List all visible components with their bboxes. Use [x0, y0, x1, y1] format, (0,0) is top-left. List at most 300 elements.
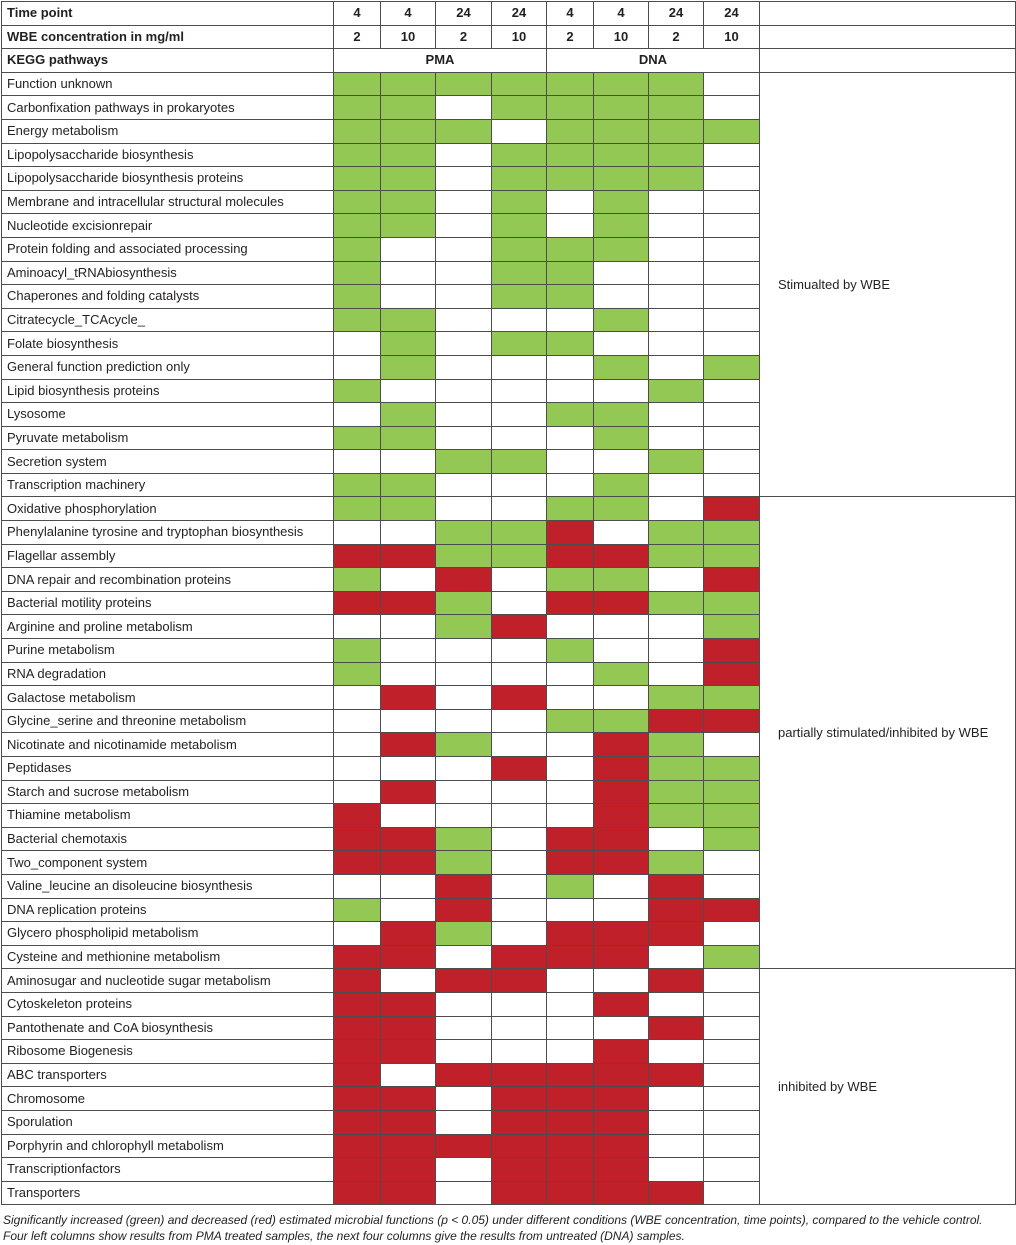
- heatmap-cell-neutral: [547, 1040, 594, 1064]
- table-row: [2, 969, 1016, 993]
- heatmap-cell-decreased: [436, 568, 492, 592]
- heatmap-cell-decreased: [547, 1087, 594, 1111]
- heatmap-cell-neutral: [547, 969, 594, 993]
- heatmap-cell-increased: [649, 379, 704, 403]
- heatmap-cell-neutral: [594, 686, 649, 710]
- heatmap-cell-decreased: [334, 1134, 381, 1158]
- heatmap-cell-neutral: [492, 497, 547, 521]
- pathway-name: Purine metabolism: [2, 639, 334, 663]
- heatmap-cell-decreased: [334, 804, 381, 828]
- heatmap-cell-neutral: [547, 662, 594, 686]
- pathway-name: Energy metabolism: [2, 119, 334, 143]
- heatmap-cell-decreased: [334, 1110, 381, 1134]
- heatmap-cell-neutral: [704, 379, 760, 403]
- heatmap-cell-increased: [381, 167, 436, 191]
- heatmap-cell-increased: [436, 851, 492, 875]
- heatmap-cell-neutral: [436, 143, 492, 167]
- table-body: [2, 2, 1016, 1205]
- heatmap-cell-decreased: [704, 898, 760, 922]
- header-row-pathways: [2, 49, 1016, 73]
- heatmap-cell-decreased: [704, 639, 760, 663]
- heatmap-cell-increased: [381, 308, 436, 332]
- pathway-name: Protein folding and associated processing: [2, 237, 334, 261]
- concentration-cell: 10: [704, 25, 760, 49]
- heatmap-cell-increased: [547, 261, 594, 285]
- heatmap-cell-increased: [649, 119, 704, 143]
- table-caption: [3, 1212, 1013, 1244]
- heatmap-cell-decreased: [381, 544, 436, 568]
- heatmap-cell-increased: [649, 780, 704, 804]
- heatmap-cell-decreased: [381, 945, 436, 969]
- heatmap-cell-neutral: [649, 568, 704, 592]
- heatmap-cell-increased: [436, 922, 492, 946]
- heatmap-cell-increased: [649, 521, 704, 545]
- heatmap-cell-neutral: [547, 426, 594, 450]
- heatmap-cell-neutral: [436, 332, 492, 356]
- heatmap-cell-decreased: [594, 922, 649, 946]
- heatmap-cell-increased: [594, 143, 649, 167]
- heatmap-cell-increased: [547, 237, 594, 261]
- heatmap-cell-neutral: [594, 639, 649, 663]
- heatmap-cell-neutral: [381, 379, 436, 403]
- heatmap-cell-neutral: [649, 285, 704, 309]
- heatmap-cell-increased: [381, 355, 436, 379]
- pathway-name: Sporulation: [2, 1110, 334, 1134]
- pathway-name: Pyruvate metabolism: [2, 426, 334, 450]
- heatmap-cell-decreased: [547, 1110, 594, 1134]
- heatmap-cell-neutral: [492, 591, 547, 615]
- pathway-name: Citratecycle_TCAcycle_: [2, 308, 334, 332]
- heatmap-cell-increased: [381, 403, 436, 427]
- pathway-name: Transcription machinery: [2, 473, 334, 497]
- heatmap-cell-increased: [547, 96, 594, 120]
- heatmap-cell-neutral: [649, 190, 704, 214]
- heatmap-cell-decreased: [547, 827, 594, 851]
- heatmap-cell-increased: [381, 332, 436, 356]
- time-point-cell: 4: [381, 2, 436, 26]
- heatmap-cell-neutral: [436, 945, 492, 969]
- heatmap-cell-increased: [594, 72, 649, 96]
- heatmap-cell-increased: [492, 450, 547, 474]
- heatmap-cell-increased: [492, 521, 547, 545]
- time-point-label: Time point: [2, 2, 334, 26]
- heatmap-cell-decreased: [649, 1016, 704, 1040]
- pathway-name: Transcriptionfactors: [2, 1158, 334, 1182]
- heatmap-cell-increased: [334, 214, 381, 238]
- heatmap-cell-decreased: [334, 1040, 381, 1064]
- heatmap-cell-increased: [704, 119, 760, 143]
- heatmap-cell-neutral: [492, 379, 547, 403]
- heatmap-cell-neutral: [649, 237, 704, 261]
- heatmap-cell-increased: [334, 285, 381, 309]
- heatmap-cell-decreased: [381, 922, 436, 946]
- heatmap-cell-neutral: [649, 332, 704, 356]
- pathway-name: Oxidative phosphorylation: [2, 497, 334, 521]
- heatmap-cell-increased: [594, 167, 649, 191]
- heatmap-cell-neutral: [547, 1016, 594, 1040]
- heatmap-cell-decreased: [704, 497, 760, 521]
- heatmap-cell-neutral: [594, 898, 649, 922]
- heatmap-cell-decreased: [547, 945, 594, 969]
- heatmap-cell-increased: [492, 143, 547, 167]
- heatmap-cell-increased: [436, 591, 492, 615]
- heatmap-cell-increased: [704, 945, 760, 969]
- heatmap-cell-neutral: [704, 426, 760, 450]
- heatmap-cell-neutral: [594, 285, 649, 309]
- heatmap-cell-neutral: [704, 992, 760, 1016]
- concentration-cell: 10: [492, 25, 547, 49]
- heatmap-cell-increased: [381, 119, 436, 143]
- heatmap-cell-neutral: [492, 639, 547, 663]
- heatmap-cell-increased: [334, 237, 381, 261]
- pathway-name: Porphyrin and chlorophyll metabolism: [2, 1134, 334, 1158]
- heatmap-cell-increased: [436, 72, 492, 96]
- heatmap-cell-decreased: [334, 992, 381, 1016]
- heatmap-cell-neutral: [334, 733, 381, 757]
- heatmap-cell-decreased: [381, 733, 436, 757]
- heatmap-cell-decreased: [594, 1181, 649, 1205]
- heatmap-cell-neutral: [594, 1016, 649, 1040]
- heatmap-cell-increased: [334, 639, 381, 663]
- heatmap-cell-increased: [334, 568, 381, 592]
- heatmap-cell-neutral: [704, 922, 760, 946]
- heatmap-cell-decreased: [381, 827, 436, 851]
- kegg-heatmap-table: [1, 1, 1016, 1205]
- heatmap-cell-neutral: [547, 686, 594, 710]
- heatmap-cell-neutral: [436, 473, 492, 497]
- heatmap-cell-decreased: [492, 686, 547, 710]
- heatmap-cell-neutral: [436, 96, 492, 120]
- heatmap-cell-increased: [334, 898, 381, 922]
- heatmap-cell-increased: [649, 757, 704, 781]
- heatmap-cell-increased: [334, 167, 381, 191]
- pathway-name: Arginine and proline metabolism: [2, 615, 334, 639]
- heatmap-cell-decreased: [436, 898, 492, 922]
- heatmap-cell-neutral: [492, 119, 547, 143]
- heatmap-cell-decreased: [492, 1087, 547, 1111]
- pathway-name: General function prediction only: [2, 355, 334, 379]
- heatmap-cell-decreased: [334, 945, 381, 969]
- heatmap-cell-neutral: [704, 1087, 760, 1111]
- heatmap-cell-neutral: [334, 615, 381, 639]
- heatmap-cell-neutral: [704, 308, 760, 332]
- heatmap-cell-decreased: [547, 922, 594, 946]
- heatmap-cell-increased: [547, 332, 594, 356]
- pathway-name: Lipopolysaccharide biosynthesis proteins: [2, 167, 334, 191]
- heatmap-cell-neutral: [547, 308, 594, 332]
- heatmap-cell-increased: [594, 214, 649, 238]
- heatmap-cell-neutral: [547, 355, 594, 379]
- heatmap-cell-neutral: [436, 757, 492, 781]
- heatmap-cell-increased: [436, 827, 492, 851]
- heatmap-cell-increased: [492, 190, 547, 214]
- heatmap-cell-increased: [547, 72, 594, 96]
- heatmap-cell-neutral: [436, 497, 492, 521]
- heatmap-cell-neutral: [704, 1158, 760, 1182]
- heatmap-cell-neutral: [649, 214, 704, 238]
- heatmap-cell-increased: [704, 521, 760, 545]
- heatmap-cell-decreased: [594, 780, 649, 804]
- heatmap-cell-decreased: [492, 615, 547, 639]
- heatmap-cell-decreased: [381, 1016, 436, 1040]
- heatmap-cell-neutral: [492, 922, 547, 946]
- heatmap-cell-neutral: [649, 403, 704, 427]
- heatmap-cell-decreased: [492, 945, 547, 969]
- pathway-name: Lysosome: [2, 403, 334, 427]
- heatmap-cell-increased: [594, 96, 649, 120]
- group-dna-header: DNA: [547, 49, 760, 73]
- heatmap-cell-neutral: [594, 874, 649, 898]
- heatmap-cell-neutral: [436, 804, 492, 828]
- heatmap-cell-increased: [704, 615, 760, 639]
- header-blank-cell: [760, 49, 1016, 73]
- heatmap-cell-increased: [492, 167, 547, 191]
- heatmap-cell-neutral: [436, 686, 492, 710]
- heatmap-cell-decreased: [334, 1063, 381, 1087]
- heatmap-cell-decreased: [492, 1063, 547, 1087]
- heatmap-cell-neutral: [704, 1181, 760, 1205]
- heatmap-cell-neutral: [704, 285, 760, 309]
- heatmap-cell-decreased: [704, 568, 760, 592]
- heatmap-cell-neutral: [492, 898, 547, 922]
- heatmap-cell-decreased: [334, 969, 381, 993]
- heatmap-cell-increased: [649, 733, 704, 757]
- heatmap-cell-neutral: [547, 757, 594, 781]
- pathway-name: Nucleotide excisionrepair: [2, 214, 334, 238]
- heatmap-cell-decreased: [594, 804, 649, 828]
- heatmap-cell-neutral: [547, 898, 594, 922]
- heatmap-cell-neutral: [594, 615, 649, 639]
- heatmap-cell-decreased: [547, 1063, 594, 1087]
- pathway-name: Starch and sucrose metabolism: [2, 780, 334, 804]
- heatmap-cell-increased: [547, 285, 594, 309]
- time-point-cell: 24: [436, 2, 492, 26]
- time-point-cell: 24: [704, 2, 760, 26]
- heatmap-cell-increased: [381, 473, 436, 497]
- heatmap-cell-decreased: [547, 1134, 594, 1158]
- group-pma-header: PMA: [334, 49, 547, 73]
- heatmap-cell-neutral: [381, 898, 436, 922]
- heatmap-cell-neutral: [704, 1016, 760, 1040]
- heatmap-cell-neutral: [436, 355, 492, 379]
- heatmap-cell-neutral: [492, 568, 547, 592]
- pathway-name: Flagellar assembly: [2, 544, 334, 568]
- heatmap-cell-neutral: [492, 827, 547, 851]
- heatmap-cell-decreased: [492, 969, 547, 993]
- heatmap-cell-neutral: [436, 662, 492, 686]
- concentration-cell: 2: [649, 25, 704, 49]
- heatmap-cell-neutral: [334, 403, 381, 427]
- heatmap-cell-neutral: [649, 1134, 704, 1158]
- heatmap-cell-increased: [381, 96, 436, 120]
- effect-group-label: partially stimulated/inhibited by WBE: [760, 497, 1016, 969]
- heatmap-cell-increased: [492, 261, 547, 285]
- concentration-cell: 10: [381, 25, 436, 49]
- heatmap-cell-neutral: [334, 780, 381, 804]
- heatmap-cell-decreased: [547, 851, 594, 875]
- pathway-name: ABC transporters: [2, 1063, 334, 1087]
- heatmap-cell-increased: [649, 686, 704, 710]
- heatmap-cell-neutral: [381, 1063, 436, 1087]
- heatmap-cell-neutral: [492, 804, 547, 828]
- heatmap-cell-increased: [547, 709, 594, 733]
- pathway-name: Folate biosynthesis: [2, 332, 334, 356]
- heatmap-cell-neutral: [436, 1110, 492, 1134]
- header-row-time-point: [2, 2, 1016, 26]
- heatmap-cell-neutral: [492, 874, 547, 898]
- pathway-name: Lipopolysaccharide biosynthesis: [2, 143, 334, 167]
- heatmap-cell-decreased: [649, 969, 704, 993]
- heatmap-cell-decreased: [334, 851, 381, 875]
- heatmap-cell-increased: [492, 544, 547, 568]
- time-point-cell: 4: [547, 2, 594, 26]
- heatmap-cell-neutral: [492, 355, 547, 379]
- pathway-name: Ribosome Biogenesis: [2, 1040, 334, 1064]
- heatmap-cell-neutral: [334, 450, 381, 474]
- heatmap-cell-neutral: [492, 780, 547, 804]
- heatmap-cell-increased: [704, 686, 760, 710]
- heatmap-cell-decreased: [381, 1134, 436, 1158]
- effect-group-label: inhibited by WBE: [760, 969, 1016, 1205]
- heatmap-cell-increased: [381, 143, 436, 167]
- pathway-name: DNA replication proteins: [2, 898, 334, 922]
- heatmap-cell-neutral: [436, 379, 492, 403]
- pathway-name: Pantothenate and CoA biosynthesis: [2, 1016, 334, 1040]
- heatmap-cell-decreased: [594, 945, 649, 969]
- header-row-concentration: [2, 25, 1016, 49]
- heatmap-cell-decreased: [594, 757, 649, 781]
- heatmap-cell-decreased: [381, 1040, 436, 1064]
- heatmap-cell-increased: [436, 615, 492, 639]
- heatmap-cell-decreased: [381, 1087, 436, 1111]
- heatmap-cell-increased: [547, 119, 594, 143]
- heatmap-cell-neutral: [594, 969, 649, 993]
- heatmap-cell-neutral: [704, 969, 760, 993]
- heatmap-cell-neutral: [649, 1110, 704, 1134]
- heatmap-cell-neutral: [649, 662, 704, 686]
- pathway-name: Transporters: [2, 1181, 334, 1205]
- heatmap-cell-neutral: [436, 1158, 492, 1182]
- heatmap-cell-neutral: [704, 167, 760, 191]
- pathway-name: Function unknown: [2, 72, 334, 96]
- heatmap-cell-decreased: [492, 757, 547, 781]
- pathway-name: Cysteine and methionine metabolism: [2, 945, 334, 969]
- pathway-name: Nicotinate and nicotinamide metabolism: [2, 733, 334, 757]
- pathway-name: Lipid biosynthesis proteins: [2, 379, 334, 403]
- heatmap-cell-decreased: [334, 591, 381, 615]
- pathway-name: RNA degradation: [2, 662, 334, 686]
- heatmap-cell-neutral: [704, 237, 760, 261]
- heatmap-cell-neutral: [649, 615, 704, 639]
- heatmap-cell-neutral: [649, 497, 704, 521]
- heatmap-cell-neutral: [704, 261, 760, 285]
- heatmap-cell-neutral: [704, 214, 760, 238]
- heatmap-cell-increased: [547, 167, 594, 191]
- heatmap-cell-decreased: [381, 591, 436, 615]
- heatmap-cell-decreased: [334, 544, 381, 568]
- heatmap-cell-decreased: [547, 521, 594, 545]
- heatmap-cell-decreased: [649, 898, 704, 922]
- time-point-cell: 24: [649, 2, 704, 26]
- heatmap-cell-neutral: [436, 237, 492, 261]
- heatmap-cell-increased: [594, 473, 649, 497]
- concentration-cell: 2: [436, 25, 492, 49]
- heatmap-cell-increased: [492, 285, 547, 309]
- heatmap-cell-increased: [334, 261, 381, 285]
- heatmap-cell-neutral: [436, 190, 492, 214]
- heatmap-cell-increased: [334, 662, 381, 686]
- heatmap-cell-increased: [334, 379, 381, 403]
- heatmap-cell-increased: [649, 544, 704, 568]
- table-row: [2, 72, 1016, 96]
- heatmap-cell-decreased: [436, 874, 492, 898]
- heatmap-cell-decreased: [436, 1134, 492, 1158]
- heatmap-cell-neutral: [704, 1110, 760, 1134]
- heatmap-cell-decreased: [436, 1063, 492, 1087]
- heatmap-cell-increased: [492, 332, 547, 356]
- heatmap-cell-decreased: [547, 591, 594, 615]
- heatmap-cell-neutral: [649, 1040, 704, 1064]
- heatmap-cell-decreased: [594, 1040, 649, 1064]
- heatmap-cell-increased: [436, 450, 492, 474]
- effect-group-label: Stimualted by WBE: [760, 72, 1016, 497]
- heatmap-cell-neutral: [704, 733, 760, 757]
- heatmap-cell-neutral: [547, 379, 594, 403]
- time-point-cell: 4: [334, 2, 381, 26]
- heatmap-cell-decreased: [492, 1158, 547, 1182]
- heatmap-cell-increased: [594, 190, 649, 214]
- heatmap-cell-neutral: [436, 780, 492, 804]
- heatmap-cell-decreased: [704, 662, 760, 686]
- pathway-name: Aminoacyl_tRNAbiosynthesis: [2, 261, 334, 285]
- pathway-name: Membrane and intracellular structural molecules: [2, 190, 334, 214]
- heatmap-cell-neutral: [594, 521, 649, 545]
- heatmap-cell-neutral: [436, 403, 492, 427]
- heatmap-cell-neutral: [547, 780, 594, 804]
- time-point-cell: 4: [594, 2, 649, 26]
- pathway-name: Galactose metabolism: [2, 686, 334, 710]
- heatmap-cell-neutral: [436, 639, 492, 663]
- heatmap-cell-increased: [334, 497, 381, 521]
- header-blank-cell: [760, 25, 1016, 49]
- pathway-name: DNA repair and recombination proteins: [2, 568, 334, 592]
- pathway-name: Glycero phospholipid metabolism: [2, 922, 334, 946]
- heatmap-cell-decreased: [381, 1110, 436, 1134]
- heatmap-cell-increased: [704, 591, 760, 615]
- heatmap-cell-neutral: [492, 426, 547, 450]
- heatmap-cell-increased: [649, 450, 704, 474]
- heatmap-cell-neutral: [704, 450, 760, 474]
- heatmap-cell-decreased: [649, 874, 704, 898]
- heatmap-cell-neutral: [334, 332, 381, 356]
- heatmap-cell-neutral: [547, 450, 594, 474]
- heatmap-cell-decreased: [594, 733, 649, 757]
- heatmap-cell-neutral: [547, 804, 594, 828]
- heatmap-cell-neutral: [436, 167, 492, 191]
- heatmap-cell-neutral: [492, 851, 547, 875]
- heatmap-cell-neutral: [649, 1087, 704, 1111]
- concentration-cell: 2: [334, 25, 381, 49]
- heatmap-cell-decreased: [547, 1158, 594, 1182]
- heatmap-cell-increased: [492, 237, 547, 261]
- caption-line-1: Significantly increased (green) and decreased (red) estimated microbial functions (p < 0.05) under different conditions (WBE concentration, time points), compared to the vehicle control.: [3, 1213, 983, 1227]
- heatmap-cell-increased: [334, 426, 381, 450]
- heatmap-cell-decreased: [492, 1110, 547, 1134]
- heatmap-cell-decreased: [649, 1063, 704, 1087]
- heatmap-cell-increased: [704, 827, 760, 851]
- heatmap-cell-neutral: [649, 945, 704, 969]
- heatmap-cell-neutral: [704, 332, 760, 356]
